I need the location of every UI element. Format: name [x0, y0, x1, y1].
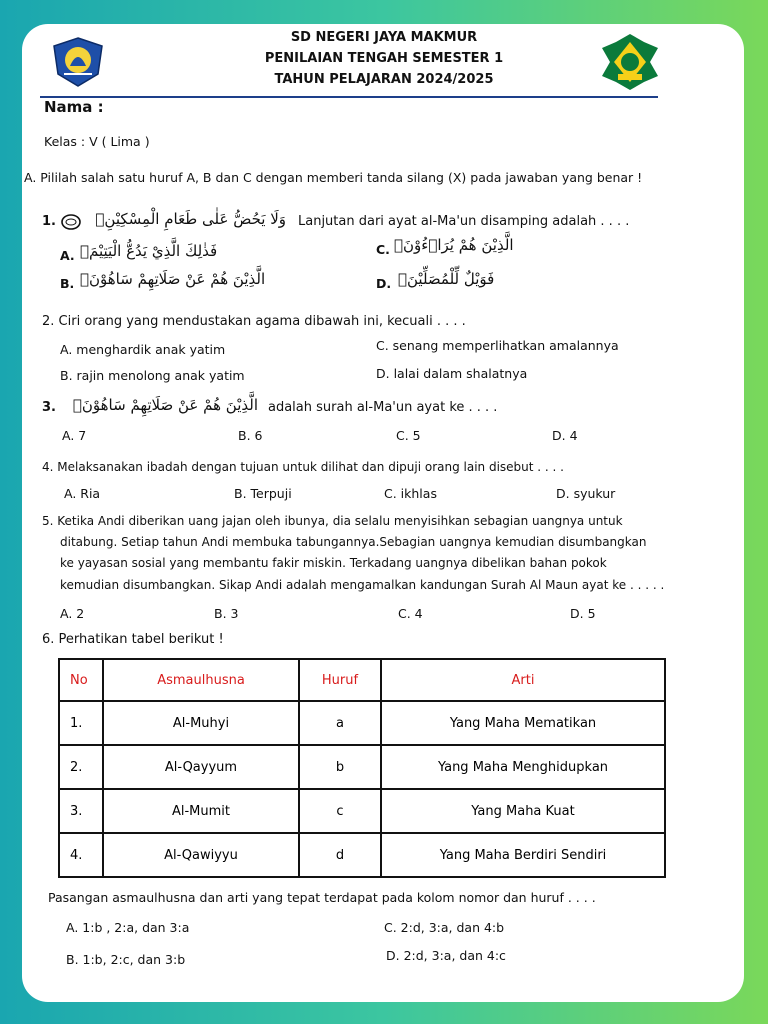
q5-line-3: ke yayasan sosial yang membantu fakir miskin. Terkadang uangnya dibelikan bahan pokok	[60, 556, 607, 570]
q4-text: 4. Melaksanakan ibadah dengan tujuan untuk dilihat dan dipuji orang lain disebut . . . .	[42, 460, 564, 474]
row-arti: Yang Maha Berdiri Sendiri	[381, 833, 665, 877]
header-arti: Arti	[381, 659, 665, 701]
row-asmaulhusna: Al-Qawiyyu	[103, 833, 299, 877]
row-no: 3.	[59, 789, 103, 833]
row-no: 4.	[59, 833, 103, 877]
q3-option-d: D. 4	[552, 428, 578, 443]
q2-option-b: B. rajin menolong anak yatim	[60, 368, 245, 383]
row-arti: Yang Maha Menghidupkan	[381, 745, 665, 789]
q1-option-d-label: D.	[376, 276, 392, 291]
row-huruf: a	[299, 701, 381, 745]
class-label: Kelas : V ( Lima )	[44, 134, 150, 149]
table-row	[59, 745, 665, 789]
q5-option-c: C. 4	[398, 606, 423, 621]
q4-option-c: C. ikhlas	[384, 486, 437, 501]
exam-title: PENILAIAN TENGAH SEMESTER 1	[264, 51, 504, 66]
row-asmaulhusna: Al-Mumit	[103, 789, 299, 833]
row-no: 2.	[59, 745, 103, 789]
q6-option-d: D. 2:d, 3:a, dan 4:c	[386, 948, 506, 963]
q3-option-a: A. 7	[62, 428, 87, 443]
q5-option-b: B. 3	[214, 606, 239, 621]
table-row	[59, 833, 665, 877]
row-huruf: b	[299, 745, 381, 789]
row-arti: Yang Maha Kuat	[381, 789, 665, 833]
table-row	[59, 789, 665, 833]
q5-line-2: ditabung. Setiap tahun Andi membuka tabungannya.Sebagian uangnya kemudian disumbangkan	[60, 535, 647, 549]
row-arti: Yang Maha Mematikan	[381, 701, 665, 745]
q1-option-b-label: B.	[60, 276, 75, 291]
q2-option-a: A. menghardik anak yatim	[60, 342, 226, 357]
q1-option-c: الَّذِيْنَ هُمْ يُرَاۤءُوْنَۙ	[394, 236, 514, 254]
q6-text: 6. Perhatikan tabel berikut !	[42, 632, 224, 647]
row-no: 1.	[59, 701, 103, 745]
q2-text: 2. Ciri orang yang mendustakan agama dibawah ini, kecuali . . . .	[42, 314, 466, 329]
q1-option-d: فَوَيْلٌ لِّلْمُصَلِّيْنَۙ	[398, 270, 495, 288]
q4-option-a: A. Ria	[64, 486, 101, 501]
header-rule	[40, 96, 658, 98]
asmaulhusna-table	[58, 658, 666, 878]
q5-line-4: kemudian disumbangkan. Sikap Andi adalah mengamalkan kandungan Surah Al Maun ayat ke . . . . .	[60, 578, 665, 592]
ayah-blank-icon	[60, 213, 82, 231]
table-header-row	[59, 659, 665, 701]
table-row	[59, 701, 665, 745]
q1-option-a: فَذٰلِكَ الَّذِيْ يَدُعُّ الْيَتِيْمَۙ	[80, 242, 218, 260]
header-asmaulhusna: Asmaulhusna	[103, 659, 299, 701]
q1-option-b: الَّذِيْنَ هُمْ عَنْ صَلَاتِهِمْ سَاهُوْنَۙ	[80, 270, 266, 288]
school-name: SD NEGERI JAYA MAKMUR	[290, 30, 478, 45]
q6-option-b: B. 1:b, 2:c, dan 3:b	[66, 952, 186, 967]
q3-arabic: الَّذِيْنَ هُمْ عَنْ صَلَاتِهِمْ سَاهُوْنَۙ	[72, 396, 258, 414]
row-huruf: c	[299, 789, 381, 833]
header-huruf: Huruf	[299, 659, 381, 701]
q6-option-a: A. 1:b , 2:a, dan 3:a	[66, 920, 190, 935]
q3-number: 3.	[42, 400, 56, 415]
name-label: Nama :	[44, 98, 104, 116]
row-asmaulhusna: Al-Muhyi	[103, 701, 299, 745]
q2-option-d: D. lalai dalam shalatnya	[376, 366, 528, 381]
q3-option-c: C. 5	[396, 428, 421, 443]
q2-option-c: C. senang memperlihatkan amalannya	[376, 338, 619, 353]
q4-option-d: D. syukur	[556, 486, 616, 501]
q1-arabic: وَلَا يَحُضُّ عَلٰى طَعَامِ الْمِسْكِيْنِۗ	[95, 210, 286, 228]
q1-option-c-label: C.	[376, 242, 390, 257]
school-year: TAHUN PELAJARAN 2024/2025	[274, 72, 494, 87]
row-huruf: d	[299, 833, 381, 877]
q3-text: adalah surah al-Ma'un ayat ke . . . .	[268, 400, 498, 415]
q5-option-d: D. 5	[570, 606, 596, 621]
q6-option-c: C. 2:d, 3:a, dan 4:b	[384, 920, 505, 935]
row-asmaulhusna: Al-Qayyum	[103, 745, 299, 789]
instruction: A. Pililah salah satu huruf A, B dan C dengan memberi tanda silang (X) pada jawaban yang benar !	[24, 170, 643, 185]
q1-number: 1.	[42, 214, 56, 229]
q5-option-a: A. 2	[60, 606, 85, 621]
q4-option-b: B. Terpuji	[234, 486, 292, 501]
q6-question: Pasangan asmaulhusna dan arti yang tepat terdapat pada kolom nomor dan huruf . . . .	[48, 890, 596, 905]
q1-text: Lanjutan dari ayat al-Ma'un disamping adalah . . . .	[298, 214, 630, 229]
q1-option-a-label: A.	[60, 248, 75, 263]
q3-option-b: B. 6	[238, 428, 263, 443]
header-no: No	[59, 659, 103, 701]
q5-line-1: 5. Ketika Andi diberikan uang jajan oleh ibunya, dia selalu menyisihkan sebagian uangnya untuk	[42, 514, 623, 528]
